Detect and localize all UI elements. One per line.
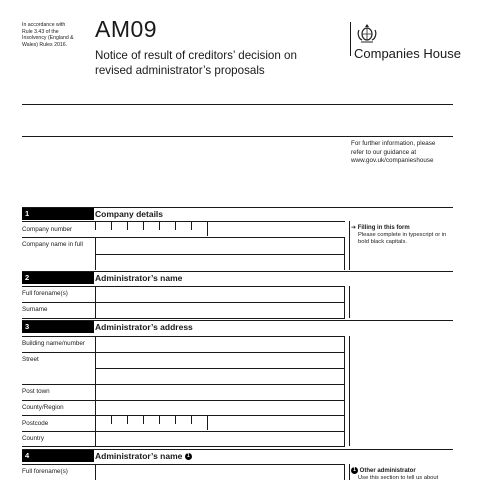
row-line	[22, 446, 345, 447]
section-number: 4	[22, 450, 94, 462]
postcode-box-end	[207, 416, 208, 430]
form-title	[95, 48, 335, 78]
legal-line: Wales) Rules 2016.	[22, 41, 68, 48]
postcode-box[interactable]	[143, 416, 159, 424]
row-line	[22, 431, 345, 432]
section-title: Administrator’s address	[95, 322, 193, 332]
forenames-label: Full forename(s)	[22, 290, 68, 297]
side-panel	[349, 336, 453, 446]
street-label: Street	[22, 356, 39, 363]
digit-box[interactable]	[111, 222, 127, 230]
company-number-label: Company number	[22, 226, 73, 233]
postcode-box[interactable]	[95, 416, 111, 424]
postcode-box[interactable]	[127, 416, 143, 424]
companies-house-brand: Companies House	[354, 46, 461, 61]
legal-reference	[22, 22, 92, 48]
form-title-line: Notice of result of creditors’ decision on	[95, 49, 297, 62]
digit-box-end	[207, 222, 208, 236]
royal-crest-icon	[356, 22, 378, 44]
row-line	[22, 352, 345, 353]
info-line: For further information, please	[351, 140, 436, 147]
postcode-box[interactable]	[175, 416, 191, 424]
guidance-title: Other administrator	[359, 468, 416, 475]
other-admin-guidance	[351, 467, 451, 480]
digit-box[interactable]	[127, 222, 143, 230]
guidance-text: bold black capitals.	[358, 239, 407, 245]
divider	[22, 136, 453, 137]
note-one-icon: 1	[351, 467, 358, 474]
section-number: 3	[22, 321, 94, 333]
surname-label: Surname	[22, 306, 48, 313]
filling-guidance	[351, 225, 451, 246]
section-number: 2	[22, 272, 94, 284]
row-line	[22, 384, 345, 385]
building-label: Building name/number	[22, 340, 86, 347]
legal-line: Rule 3.43 of the	[22, 28, 59, 35]
country-label: Country	[22, 435, 45, 442]
company-name-label: Company name in full	[22, 241, 83, 248]
row-line	[95, 254, 345, 255]
legal-line: Insolvency (England &	[22, 35, 74, 42]
section-title: Company details	[95, 209, 164, 219]
digit-box[interactable]	[191, 222, 207, 230]
row-line	[22, 302, 345, 303]
postcode-box[interactable]	[159, 416, 175, 424]
info-link[interactable]: www.gov.uk/companieshouse	[351, 157, 434, 165]
forenames-label: Full forename(s)	[22, 468, 68, 475]
form-code: AM09	[95, 16, 158, 42]
row-line	[95, 368, 345, 369]
forenames-field[interactable]	[95, 464, 345, 480]
logo-divider	[350, 22, 351, 56]
postcode-label: Postcode	[22, 420, 49, 427]
divider	[22, 104, 453, 105]
row-line	[22, 400, 345, 401]
county-label: County/Region	[22, 404, 64, 411]
post-town-label: Post town	[22, 388, 50, 395]
guidance-text: Use this section to tell us about	[358, 475, 439, 480]
form-title-line: revised administrator’s proposals	[95, 64, 265, 77]
digit-box[interactable]	[175, 222, 191, 230]
note-one-icon: 1	[185, 453, 192, 460]
guidance-text: Please complete in typescript or in	[358, 232, 447, 238]
postcode-box[interactable]	[111, 416, 127, 424]
further-info	[351, 140, 453, 166]
postcode-box[interactable]	[191, 416, 207, 424]
digit-box[interactable]	[143, 222, 159, 230]
right-arrow-icon: ➔	[351, 225, 357, 231]
company-number-boxes[interactable]	[95, 222, 208, 236]
info-line: refer to our guidance at	[351, 148, 417, 156]
row-line	[22, 318, 345, 319]
digit-box[interactable]	[95, 222, 111, 230]
section-title	[95, 450, 192, 462]
section-number: 1	[22, 208, 94, 220]
section-title-text: Administrator’s name	[95, 451, 183, 461]
section-title: Administrator’s name	[95, 273, 183, 283]
guidance-title: Filling in this form	[357, 225, 410, 231]
legal-line: In accordance with	[22, 22, 66, 28]
side-panel	[349, 286, 453, 318]
digit-box[interactable]	[159, 222, 175, 230]
postcode-boxes[interactable]	[95, 416, 208, 430]
